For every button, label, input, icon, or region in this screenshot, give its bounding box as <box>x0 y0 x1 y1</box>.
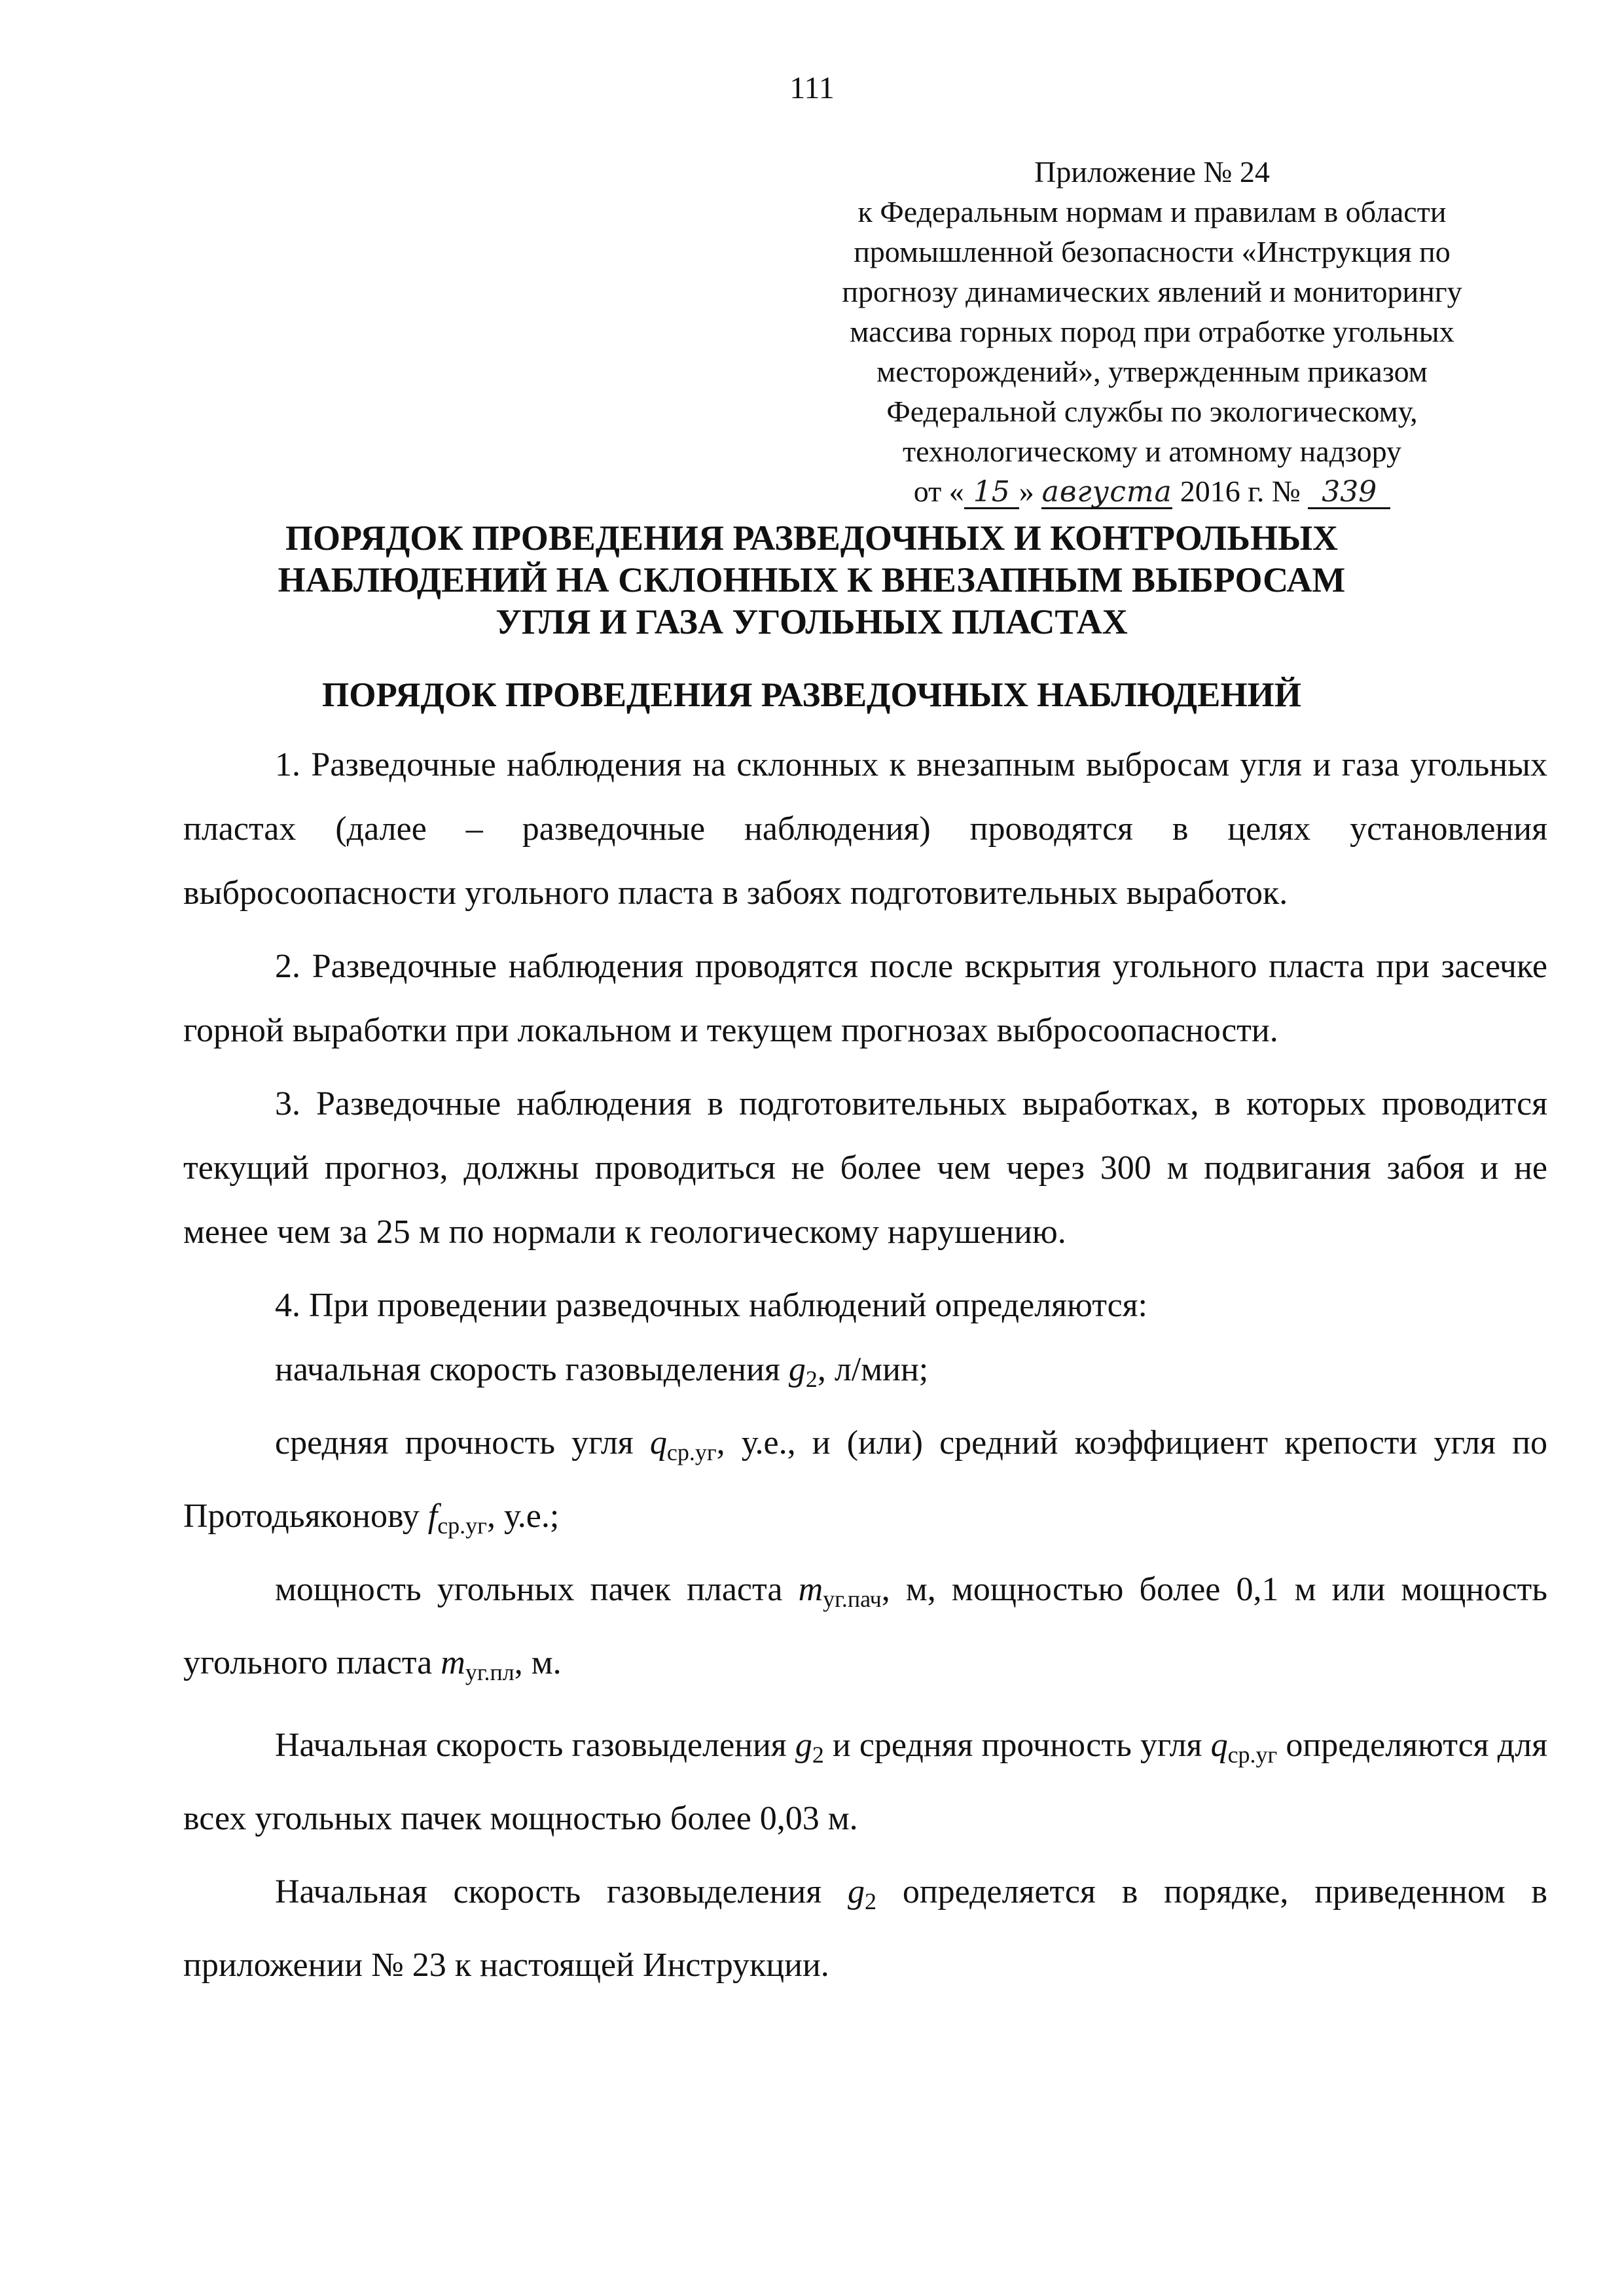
handwritten-month: августа <box>1041 475 1172 509</box>
appendix-line: Федеральной службы по экологическому, <box>886 395 1418 428</box>
paragraph-3: 3. Разведочные наблюдения в подготовительных выработках, в которых проводится текущий прогноз, должны проводиться не более чем через 300 м подвигания забоя и не менее чем за 25 м по нормали к геологическому нарушению. <box>183 1085 1547 1251</box>
handwritten-day: 15 <box>964 477 1019 509</box>
document-title <box>177 517 1447 643</box>
title-line: НАБЛЮДЕНИЙ НА СКЛОННЫХ К ВНЕЗАПНЫМ ВЫБРОСАМ <box>278 560 1346 600</box>
page-number: 111 <box>789 71 835 105</box>
document-body <box>183 733 1547 1998</box>
appendix-line: массива горных пород при отработке угольных <box>850 315 1454 348</box>
paragraph-5: Начальная скорость газовыделения $g_2$ и средняя прочность угля $q_{ср.уг}$ определяются для всех угольных пачек мощностью более 0,03 м. <box>183 1727 1547 1837</box>
order-date-prefix: от « <box>913 475 964 508</box>
order-signature-line <box>799 471 1506 511</box>
appendix-line: месторождений», утвержденным приказом <box>876 355 1428 388</box>
appendix-header <box>799 152 1506 511</box>
order-date-quote: » <box>1019 475 1034 508</box>
title-line: УГЛЯ И ГАЗА УГОЛЬНЫХ ПЛАСТАХ <box>496 602 1128 641</box>
appendix-line: промышленной безопасности «Инструкция по <box>854 235 1451 268</box>
paragraph-4: 4. При проведении разведочных наблюдений определяются: <box>275 1287 1148 1324</box>
appendix-line: к Федеральным нормам и правилам в области <box>857 195 1447 228</box>
paragraph-2: 2. Разведочные наблюдения проводятся после вскрытия угольного пласта при засечке горной выработки при локальном и текущем прогнозах выбросоопасности. <box>183 948 1547 1049</box>
order-year: 2016 г. № <box>1180 475 1301 508</box>
appendix-line: технологическому и атомному надзору <box>903 435 1401 468</box>
list-item-gas-rate: начальная скорость газовыделения $g_2$, л/мин; <box>275 1351 929 1392</box>
paragraph-6: Начальная скорость газовыделения $g_2$ определяется в порядке, приведенном в приложении № 23 к настоящей Инструкции. <box>183 1873 1547 1984</box>
list-item-coal-strength: средняя прочность угля $q_{ср.уг}$, у.е., и (или) средний коэффициент крепости угля по Протодьяконову $f_{ср.уг}$, у.е.; <box>183 1424 1547 1539</box>
appendix-line: Приложение № 24 <box>1034 155 1270 188</box>
title-line: ПОРЯДОК ПРОВЕДЕНИЯ РАЗВЕДОЧНЫХ И КОНТРОЛЬНЫХ <box>285 518 1338 558</box>
section-heading: ПОРЯДОК ПРОВЕДЕНИЯ РАЗВЕДОЧНЫХ НАБЛЮДЕНИЙ <box>321 676 1301 714</box>
handwritten-order-number: 339 <box>1308 477 1390 509</box>
appendix-line: прогнозу динамических явлений и мониторингу <box>842 275 1462 308</box>
paragraph-1: 1. Разведочные наблюдения на склонных к внезапным выбросам угля и газа угольных пластах (далее – разведочные наблюдения) проводятся в целях установления выбросоопасности угольного пласта в забоях подготовительных выработок. <box>183 746 1547 912</box>
list-item-seam-thickness: мощность угольных пачек пласта $m_{уг.пач}$, м, мощностью более 0,1 м или мощность угольного пласта $m_{уг.пл}$, м. <box>183 1571 1547 1685</box>
